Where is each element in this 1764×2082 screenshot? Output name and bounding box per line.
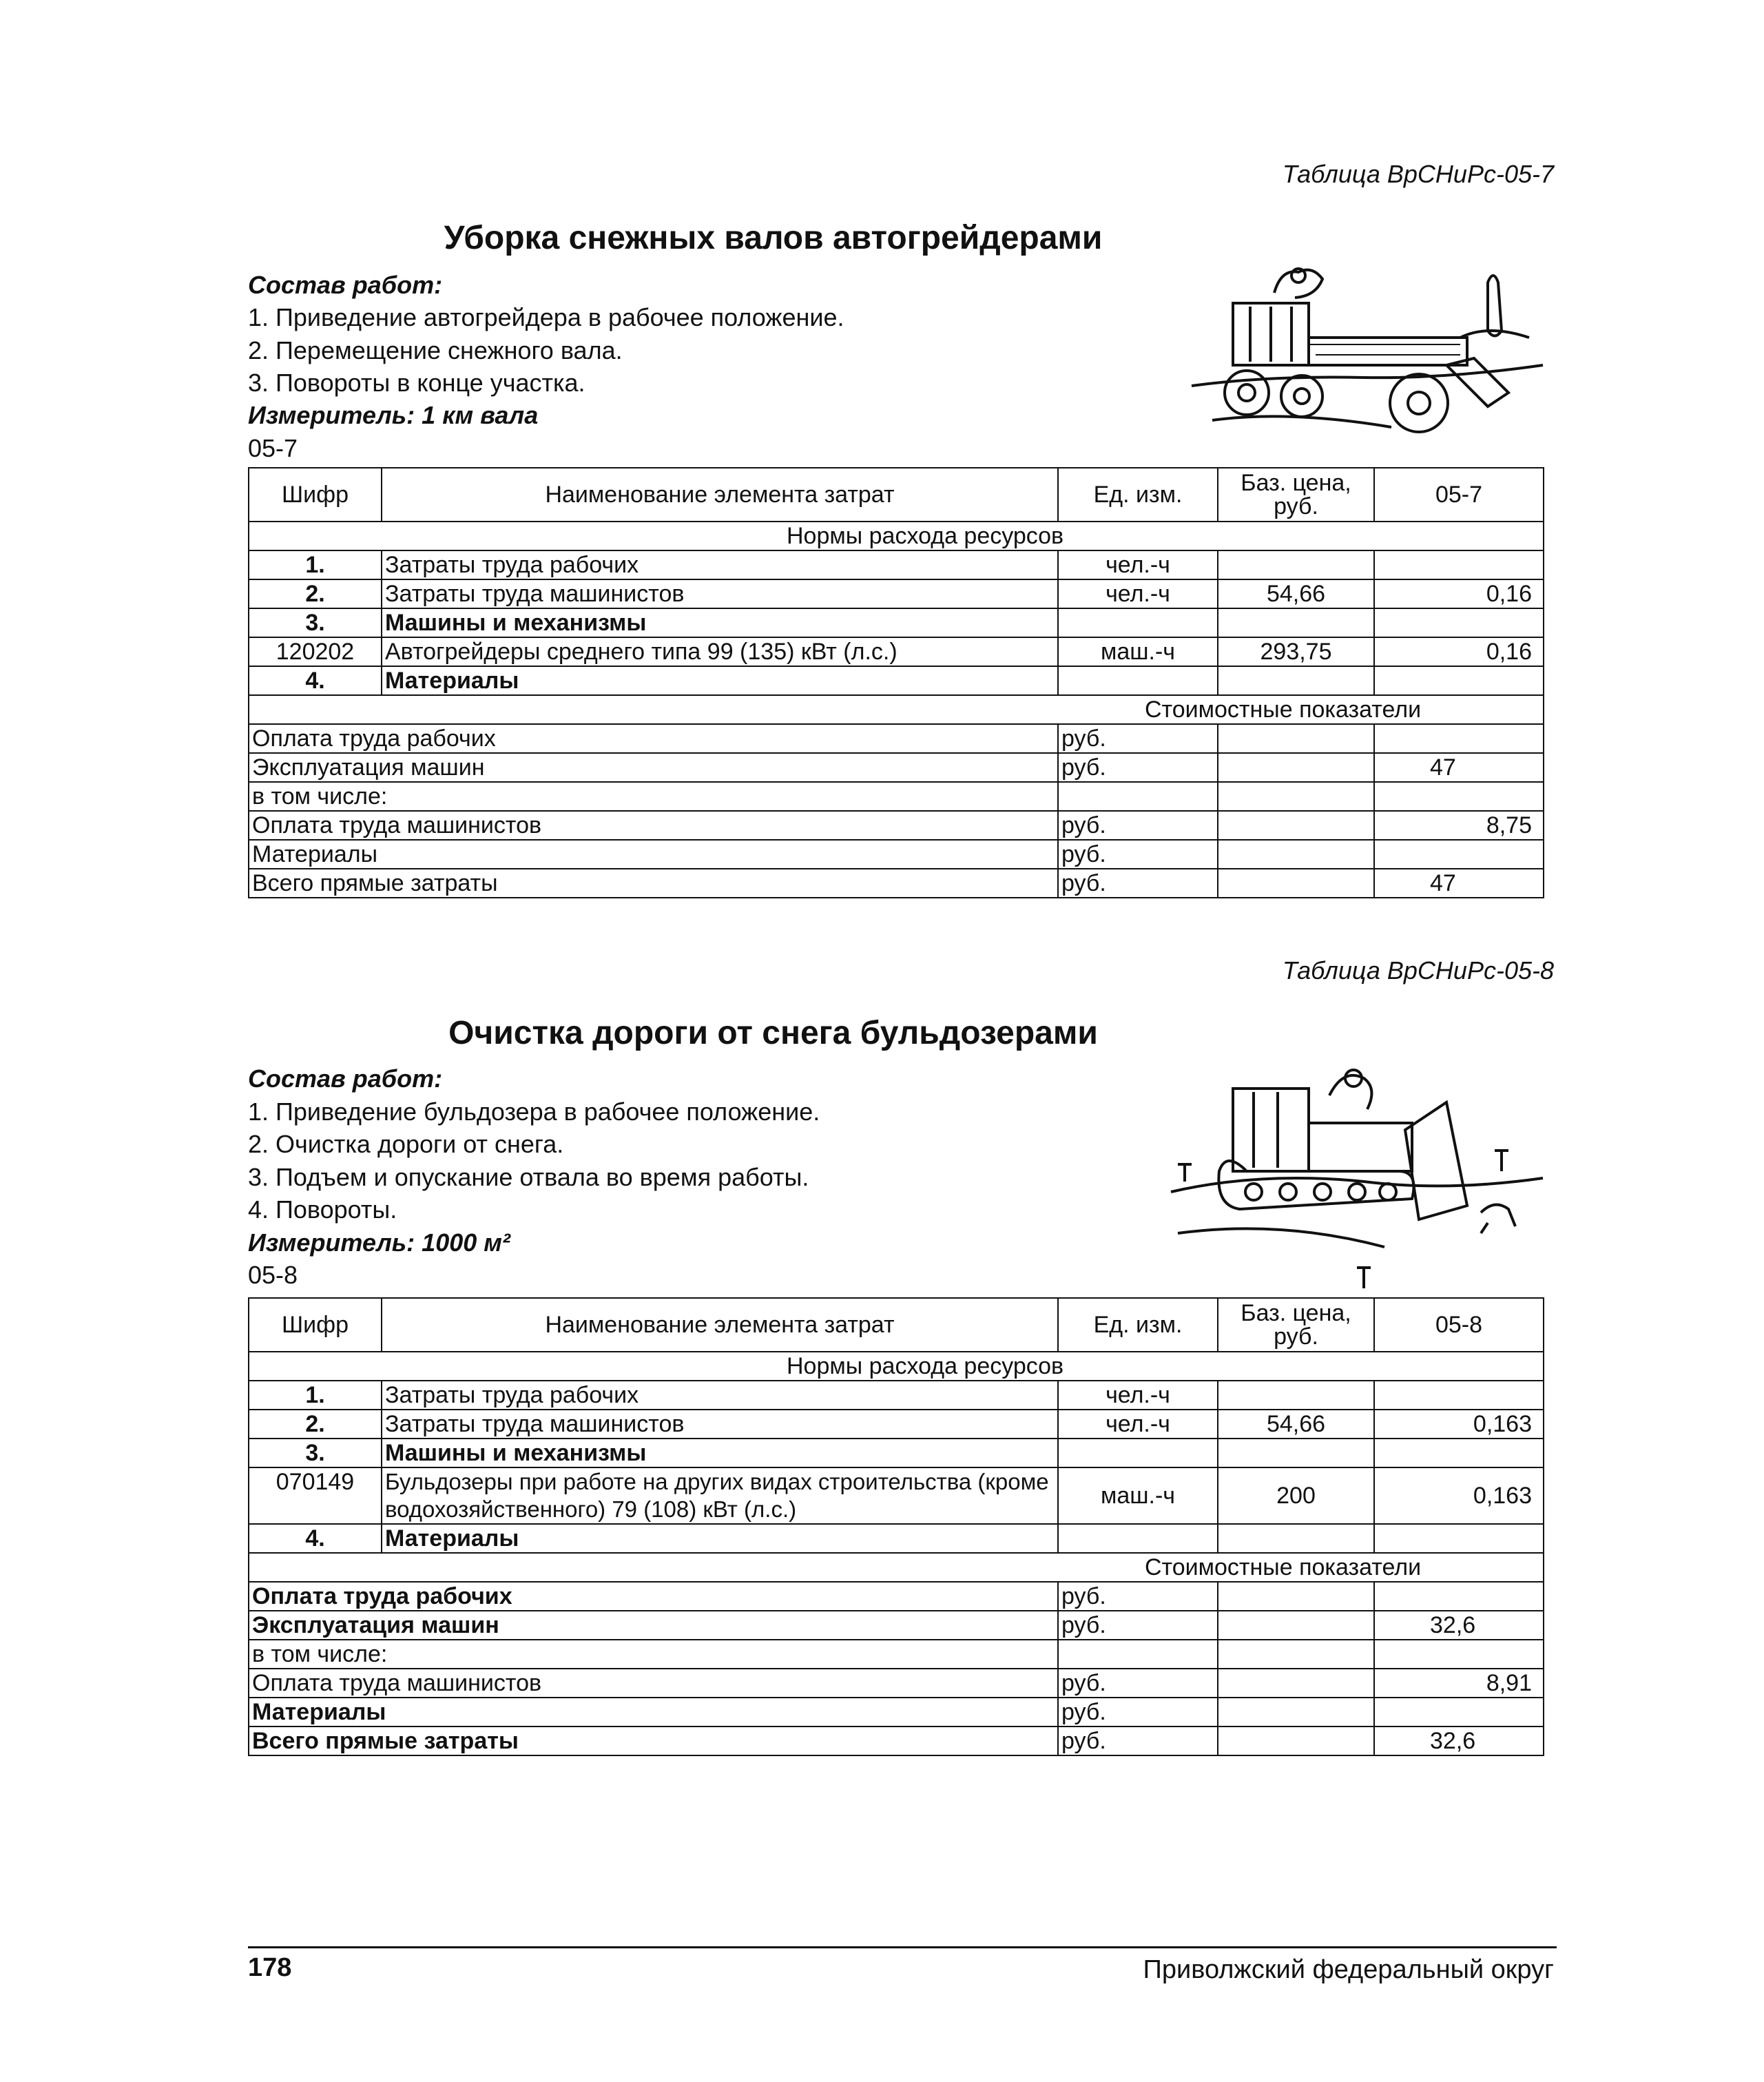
header-code: Шифр bbox=[249, 1298, 382, 1352]
cost-name: Оплата труда машинистов bbox=[249, 811, 1058, 840]
work-step-05-8-2: 2. Очистка дороги от снега. bbox=[248, 1130, 564, 1158]
table-row bbox=[249, 1410, 1544, 1439]
cost-unit: руб. bbox=[1058, 1611, 1218, 1640]
work-step-05-8-1: 1. Приведение бульдозера в рабочее положение. bbox=[248, 1097, 820, 1126]
cost-unit: руб. bbox=[1058, 1582, 1218, 1611]
cost-price-empty bbox=[1218, 869, 1374, 898]
cost-name: в том числе: bbox=[249, 782, 1058, 811]
cost-unit: руб. bbox=[1058, 1698, 1218, 1727]
header-price bbox=[1218, 1298, 1374, 1352]
cost-unit: руб. bbox=[1058, 724, 1218, 753]
cost-row bbox=[249, 1698, 1544, 1727]
composition-label-05-8: Состав работ: bbox=[248, 1064, 443, 1093]
cost-value bbox=[1374, 1640, 1544, 1669]
row-unit bbox=[1058, 1439, 1218, 1467]
composition-label-05-7: Состав работ: bbox=[248, 271, 443, 299]
cost-value bbox=[1374, 840, 1544, 869]
row-value bbox=[1374, 1524, 1544, 1553]
norms-section: Нормы расхода ресурсов bbox=[249, 1352, 1544, 1381]
row-price: 293,75 bbox=[1218, 637, 1374, 666]
row-code: 1. bbox=[249, 550, 382, 579]
cost-row bbox=[249, 1640, 1544, 1669]
cost-price-empty bbox=[1218, 840, 1374, 869]
cost-row bbox=[249, 782, 1544, 811]
row-unit: чел.-ч bbox=[1058, 1381, 1218, 1410]
row-name: Материалы bbox=[382, 666, 1058, 695]
header-name: Наименование элемента затрат bbox=[382, 1298, 1058, 1352]
row-price bbox=[1218, 550, 1374, 579]
page-number: 178 bbox=[248, 1953, 292, 1982]
row-price: 54,66 bbox=[1218, 1410, 1374, 1439]
cost-value bbox=[1374, 782, 1544, 811]
cost-row bbox=[249, 811, 1544, 840]
cost-price-empty bbox=[1218, 782, 1374, 811]
row-name: Материалы bbox=[382, 1524, 1058, 1553]
table-row bbox=[249, 1439, 1544, 1467]
cost-name: Оплата труда рабочих bbox=[249, 724, 1058, 753]
cost-name: Эксплуатация машин bbox=[249, 753, 1058, 782]
cost-unit: руб. bbox=[1058, 1669, 1218, 1698]
row-unit: чел.-ч bbox=[1058, 579, 1218, 608]
cost-name: Всего прямые затраты bbox=[249, 869, 1058, 898]
row-value: 0,163 bbox=[1374, 1410, 1544, 1439]
header-unit: Ед. изм. bbox=[1058, 468, 1218, 522]
work-step-05-7-1: 1. Приведение автогрейдера в рабочее положение. bbox=[248, 303, 844, 331]
row-value bbox=[1374, 1381, 1544, 1410]
row-code: 1. bbox=[249, 1381, 382, 1410]
row-code: 070149 bbox=[249, 1467, 382, 1524]
row-name: Затраты труда машинистов bbox=[382, 579, 1058, 608]
row-value: 0,16 bbox=[1374, 637, 1544, 666]
table-row bbox=[249, 1381, 1544, 1410]
table-row bbox=[249, 579, 1544, 608]
cost-row bbox=[249, 1727, 1544, 1755]
row-value bbox=[1374, 608, 1544, 637]
row-code: 2. bbox=[249, 1410, 382, 1439]
row-unit: чел.-ч bbox=[1058, 550, 1218, 579]
cost-value bbox=[1374, 724, 1544, 753]
row-value bbox=[1374, 1439, 1544, 1467]
header-code: Шифр bbox=[249, 468, 382, 522]
cost-price-empty bbox=[1218, 1698, 1374, 1727]
header-norm: 05-8 bbox=[1374, 1298, 1544, 1352]
cost-price-empty bbox=[1218, 1669, 1374, 1698]
resource-table-05-7 bbox=[248, 467, 1544, 898]
cost-unit: руб. bbox=[1058, 811, 1218, 840]
row-code: 120202 bbox=[249, 637, 382, 666]
cost-row bbox=[249, 724, 1544, 753]
row-unit bbox=[1058, 666, 1218, 695]
cost-section: Стоимостные показатели bbox=[249, 1553, 1544, 1582]
cost-price-empty bbox=[1218, 811, 1374, 840]
row-name: Затраты труда рабочих bbox=[382, 550, 1058, 579]
header-price-line1: Баз. цена, bbox=[1241, 1300, 1351, 1326]
table-row bbox=[249, 608, 1544, 637]
table-row bbox=[249, 666, 1544, 695]
row-price: 54,66 bbox=[1218, 579, 1374, 608]
work-step-05-7-2: 2. Перемещение снежного вала. bbox=[248, 336, 623, 364]
cost-name: Всего прямые затраты bbox=[249, 1727, 1058, 1755]
cost-price-empty bbox=[1218, 724, 1374, 753]
row-price bbox=[1218, 666, 1374, 695]
header-price-line1: Баз. цена, bbox=[1241, 470, 1351, 496]
work-step-05-8-4: 4. Повороты. bbox=[248, 1195, 397, 1224]
cost-name: в том числе: bbox=[249, 1640, 1058, 1669]
resource-table-05-8 bbox=[248, 1297, 1544, 1756]
header-norm: 05-7 bbox=[1374, 468, 1544, 522]
cost-name: Оплата труда машинистов bbox=[249, 1669, 1058, 1698]
cost-row bbox=[249, 869, 1544, 898]
cost-unit bbox=[1058, 1640, 1218, 1669]
cost-row bbox=[249, 840, 1544, 869]
work-step-05-8-3: 3. Подъем и опускание отвала во время работы. bbox=[248, 1163, 809, 1191]
table-label-05-8: Таблица ВрСНиРс-05-8 bbox=[1282, 956, 1554, 985]
cost-price-empty bbox=[1218, 1582, 1374, 1611]
row-value: 0,163 bbox=[1374, 1467, 1544, 1524]
motor-grader-illustration-icon bbox=[1185, 255, 1557, 462]
bulldozer-illustration-icon bbox=[1157, 1061, 1557, 1288]
footer-region: Приволжский федеральный округ bbox=[1143, 1955, 1554, 1984]
row-price: 200 bbox=[1218, 1467, 1374, 1524]
row-unit: маш.-ч bbox=[1058, 1467, 1218, 1524]
row-name: Машины и механизмы bbox=[382, 608, 1058, 637]
row-price bbox=[1218, 1381, 1374, 1410]
table-code-05-8: 05-8 bbox=[248, 1261, 298, 1289]
row-code: 3. bbox=[249, 1439, 382, 1467]
cost-value: 8,75 bbox=[1374, 811, 1544, 840]
row-name: Бульдозеры при работе на других видах строительства (кроме водохозяйственного) 79 (108) кВт (л.с.) bbox=[382, 1467, 1058, 1524]
row-name: Автогрейдеры среднего типа 99 (135) кВт (л.с.) bbox=[382, 637, 1058, 666]
cost-price-empty bbox=[1218, 753, 1374, 782]
cost-unit: руб. bbox=[1058, 753, 1218, 782]
row-name: Затраты труда машинистов bbox=[382, 1410, 1058, 1439]
section-title-05-8: Очистка дороги от снега бульдозерами bbox=[448, 1015, 1098, 1051]
row-name: Машины и механизмы bbox=[382, 1439, 1058, 1467]
header-price-line2: руб. bbox=[1274, 493, 1318, 519]
table-row bbox=[249, 1467, 1544, 1524]
cost-unit: руб. bbox=[1058, 869, 1218, 898]
row-price bbox=[1218, 1439, 1374, 1467]
work-step-05-7-3: 3. Повороты в конце участка. bbox=[248, 369, 585, 397]
cost-unit: руб. bbox=[1058, 1727, 1218, 1755]
row-price bbox=[1218, 1524, 1374, 1553]
section-title-05-7: Уборка снежных валов автогрейдерами bbox=[444, 220, 1103, 256]
footer-divider bbox=[248, 1946, 1557, 1948]
cost-unit bbox=[1058, 782, 1218, 811]
row-code: 4. bbox=[249, 1524, 382, 1553]
table-row bbox=[249, 1524, 1544, 1553]
cost-row bbox=[249, 1669, 1544, 1698]
cost-value: 32,6 bbox=[1374, 1611, 1544, 1640]
cost-price-empty bbox=[1218, 1727, 1374, 1755]
cost-row bbox=[249, 753, 1544, 782]
cost-unit: руб. bbox=[1058, 840, 1218, 869]
cost-value bbox=[1374, 1698, 1544, 1727]
row-name: Затраты труда рабочих bbox=[382, 1381, 1058, 1410]
cost-value bbox=[1374, 1582, 1544, 1611]
cost-value: 32,6 bbox=[1374, 1727, 1544, 1755]
row-value bbox=[1374, 666, 1544, 695]
cost-name: Материалы bbox=[249, 840, 1058, 869]
table-label-05-7: Таблица ВрСНиРс-05-7 bbox=[1282, 160, 1554, 188]
row-unit: чел.-ч bbox=[1058, 1410, 1218, 1439]
header-price bbox=[1218, 468, 1374, 522]
row-unit bbox=[1058, 1524, 1218, 1553]
table-row bbox=[249, 637, 1544, 666]
cost-value: 47 bbox=[1374, 753, 1544, 782]
row-unit: маш.-ч bbox=[1058, 637, 1218, 666]
row-price bbox=[1218, 608, 1374, 637]
cost-price-empty bbox=[1218, 1611, 1374, 1640]
row-code: 2. bbox=[249, 579, 382, 608]
table-row bbox=[249, 550, 1544, 579]
header-unit: Ед. изм. bbox=[1058, 1298, 1218, 1352]
row-code: 3. bbox=[249, 608, 382, 637]
cost-price-empty bbox=[1218, 1640, 1374, 1669]
row-value: 0,16 bbox=[1374, 579, 1544, 608]
cost-value: 47 bbox=[1374, 869, 1544, 898]
row-unit bbox=[1058, 608, 1218, 637]
cost-row bbox=[249, 1582, 1544, 1611]
cost-name: Эксплуатация машин bbox=[249, 1611, 1058, 1640]
header-price-line2: руб. bbox=[1274, 1323, 1318, 1350]
cost-row bbox=[249, 1611, 1544, 1640]
norms-section: Нормы расхода ресурсов bbox=[249, 522, 1544, 550]
meter-05-7: Измеритель: 1 км вала bbox=[248, 401, 539, 429]
table-code-05-7: 05-7 bbox=[248, 434, 298, 462]
row-code: 4. bbox=[249, 666, 382, 695]
cost-value: 8,91 bbox=[1374, 1669, 1544, 1698]
cost-name: Материалы bbox=[249, 1698, 1058, 1727]
cost-name: Оплата труда рабочих bbox=[249, 1582, 1058, 1611]
cost-section: Стоимостные показатели bbox=[249, 695, 1544, 724]
meter-05-8: Измеритель: 1000 м² bbox=[248, 1228, 510, 1257]
header-name: Наименование элемента затрат bbox=[382, 468, 1058, 522]
row-value bbox=[1374, 550, 1544, 579]
